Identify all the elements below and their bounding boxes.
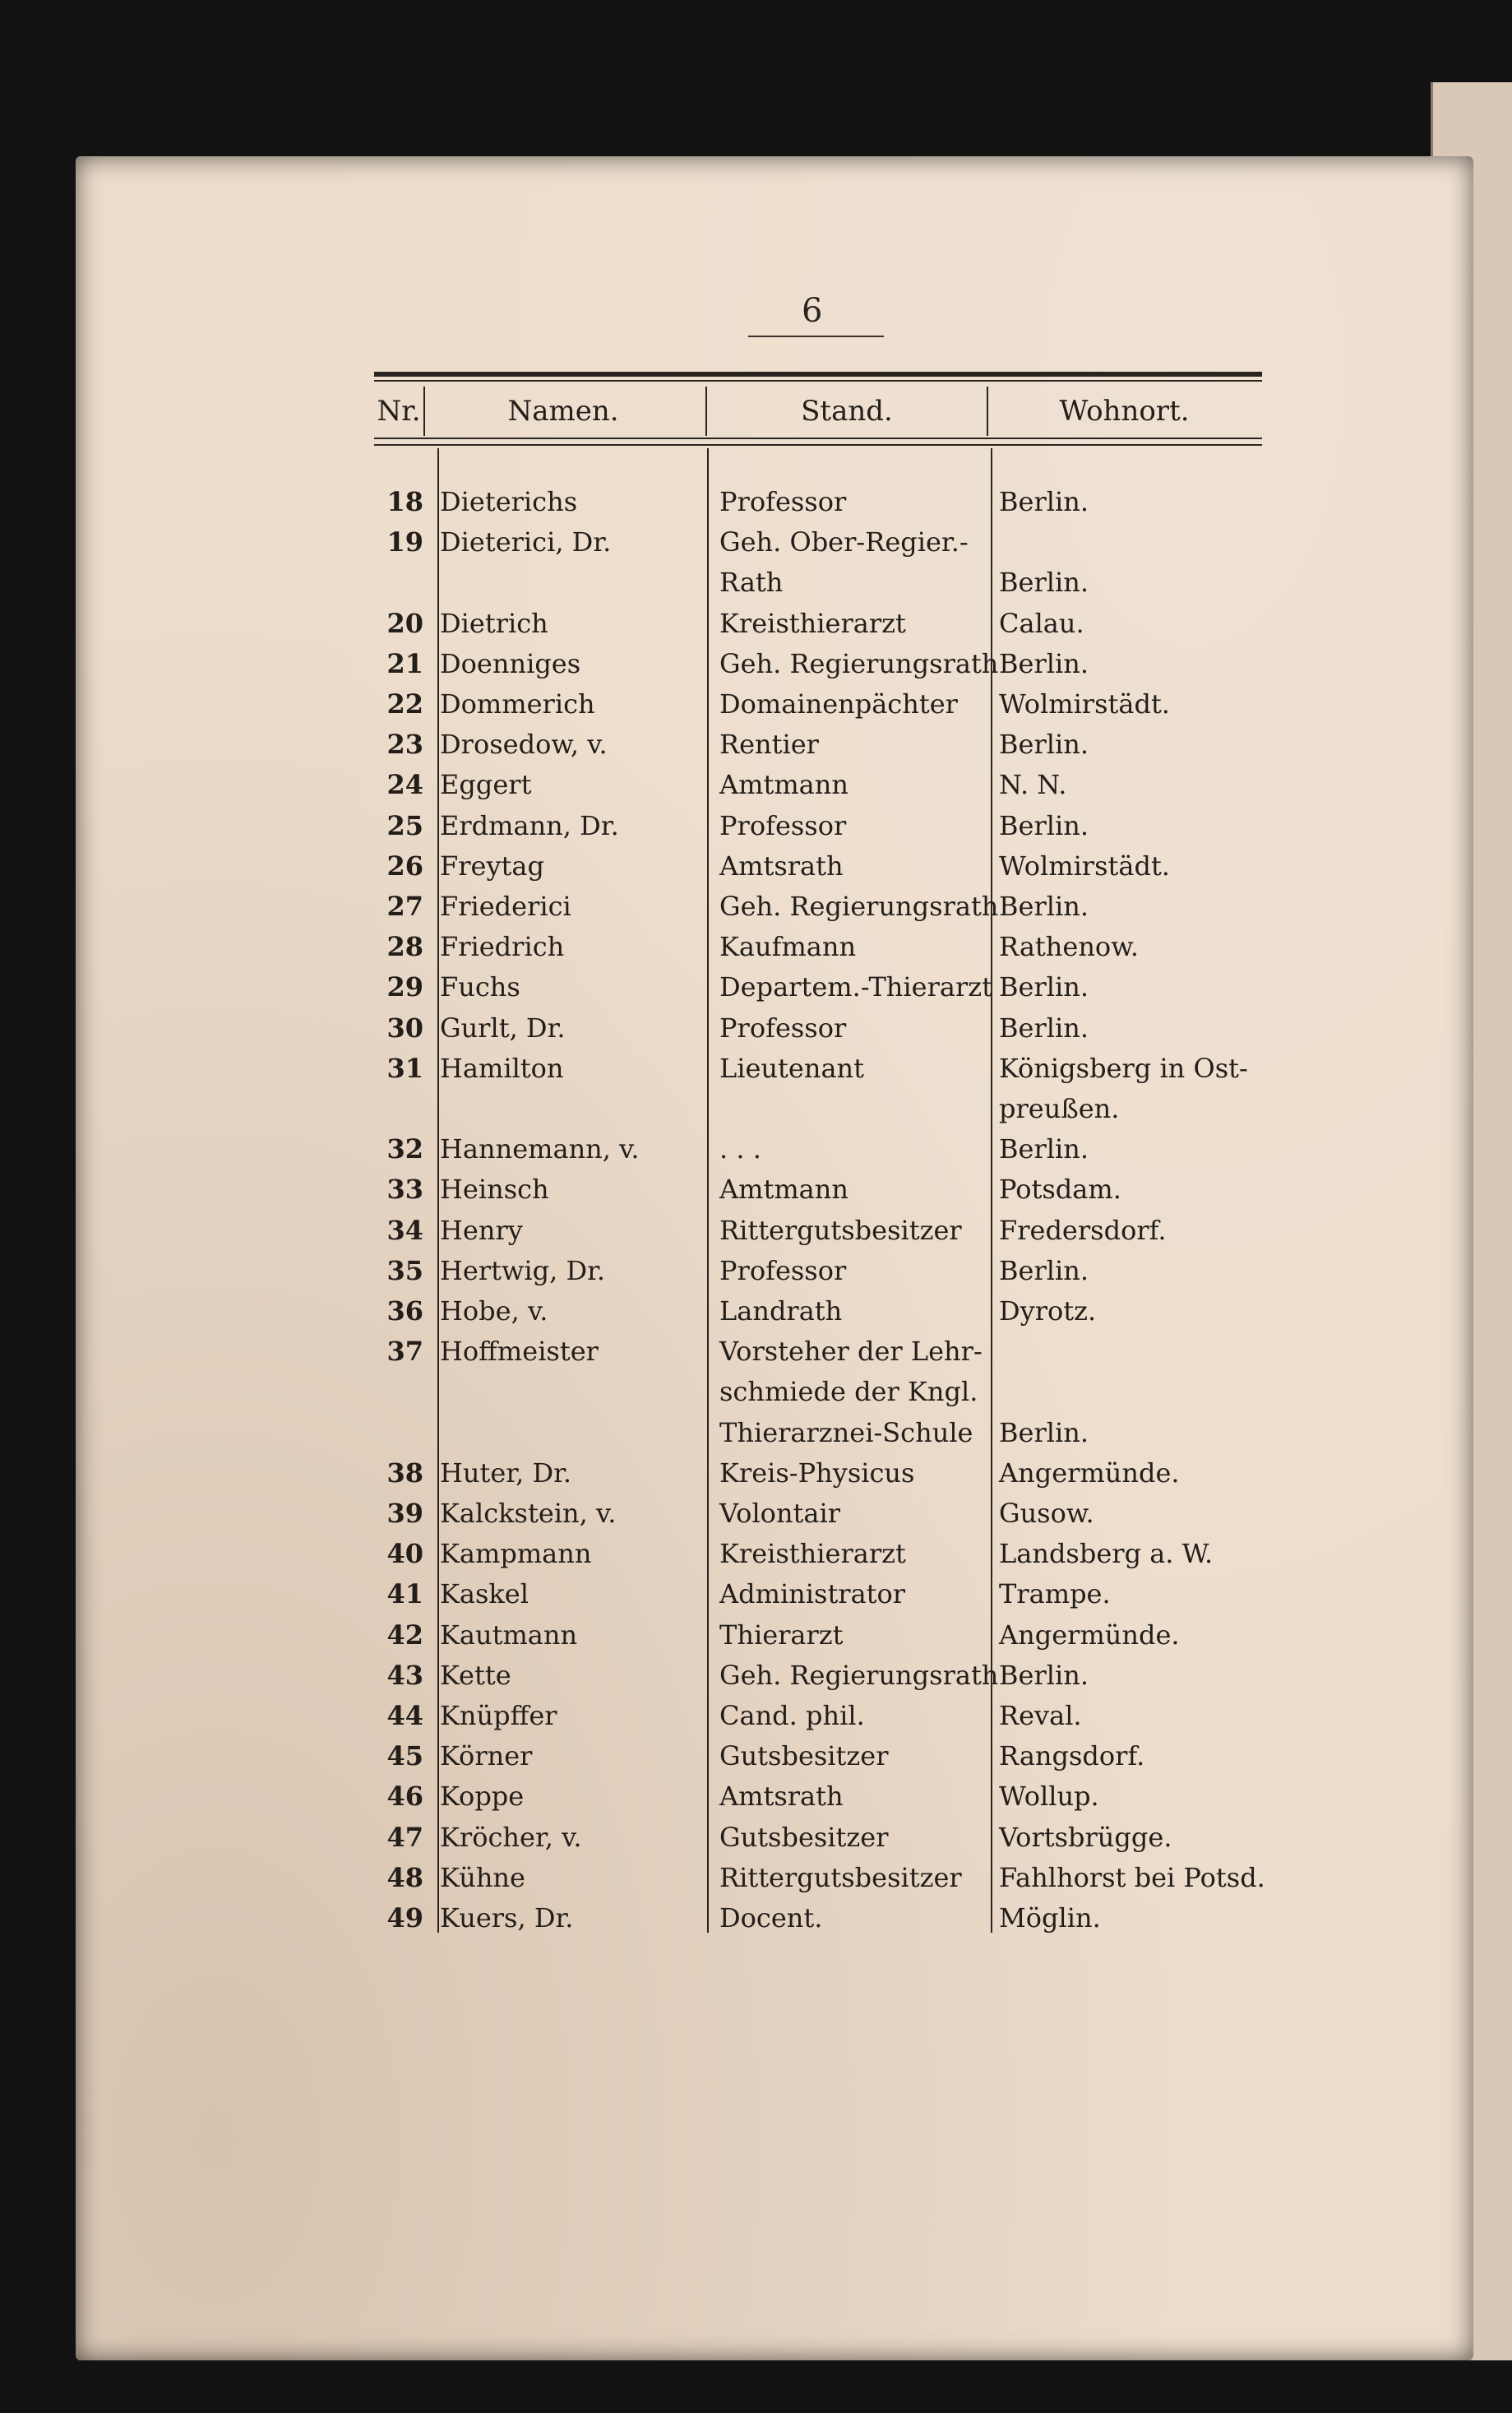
cell-wohnort: Reval. xyxy=(999,1700,1082,1731)
table-row xyxy=(374,1615,1262,1655)
cell-name: Dietrich xyxy=(440,607,548,639)
cell-stand: Geh. Regierungsrath xyxy=(719,1659,999,1691)
table-row xyxy=(374,1291,1262,1331)
cell-stand: Rentier xyxy=(719,729,819,761)
cell-nr: 38 xyxy=(386,1457,423,1489)
cell-stand: Geh. Regierungsrath xyxy=(719,891,999,922)
cell-wohnort: Möglin. xyxy=(999,1902,1101,1934)
cell-wohnort: Berlin. xyxy=(999,567,1089,599)
table-row xyxy=(374,644,1262,683)
cell-nr: 33 xyxy=(386,1174,423,1206)
cell-stand: Kreisthierarzt xyxy=(719,1538,906,1570)
cell-nr: 32 xyxy=(386,1133,423,1165)
cell-name: Heinsch xyxy=(440,1174,549,1206)
table-row xyxy=(374,1008,1262,1048)
cell-wohnort: Potsdam. xyxy=(999,1174,1121,1206)
cell-name: Dieterichs xyxy=(440,486,578,517)
cell-name: Kautmann xyxy=(440,1619,578,1651)
cell-nr: 24 xyxy=(386,769,423,801)
cell-nr: 20 xyxy=(386,607,423,639)
cell-wohnort: Calau. xyxy=(999,607,1084,639)
cell-stand: Gutsbesitzer xyxy=(719,1821,889,1853)
table-row xyxy=(374,1129,1262,1169)
cell-nr: 40 xyxy=(386,1538,423,1570)
cell-wohnort: N. N. xyxy=(999,769,1067,801)
cell-stand: schmiede der Kngl. xyxy=(719,1376,978,1408)
table-row xyxy=(374,1696,1262,1735)
header-sep-3 xyxy=(987,387,988,436)
cell-stand: Domainenpächter xyxy=(719,688,958,720)
cell-name: Körner xyxy=(440,1740,533,1772)
table-row xyxy=(374,1251,1262,1290)
cell-name: Kampmann xyxy=(440,1538,592,1570)
cell-stand: Gutsbesitzer xyxy=(719,1740,889,1772)
table-row xyxy=(374,604,1262,643)
cell-stand: Rath xyxy=(719,567,784,599)
table-top-rule xyxy=(374,372,1262,377)
table-row xyxy=(374,522,1262,562)
cell-name: Kühne xyxy=(440,1861,525,1893)
header-bottom-rule-2 xyxy=(374,444,1262,446)
cell-name: Kaskel xyxy=(440,1578,529,1610)
cell-wohnort: Rangsdorf. xyxy=(999,1740,1145,1772)
table-row xyxy=(374,1574,1262,1614)
cell-wohnort: Berlin. xyxy=(999,1416,1089,1448)
cell-name: Hobe, v. xyxy=(440,1295,548,1327)
cell-stand: Departem.-Thierarzt xyxy=(719,971,992,1003)
cell-stand: Administrator xyxy=(719,1578,906,1610)
cell-nr: 29 xyxy=(386,971,423,1003)
cell-name: Freytag xyxy=(440,850,544,882)
header-nr: Nr. xyxy=(377,395,421,428)
cell-wohnort: Dyrotz. xyxy=(999,1295,1097,1327)
table-row xyxy=(374,1656,1262,1695)
cell-name: Hertwig, Dr. xyxy=(440,1254,606,1286)
cell-name: Drosedow, v. xyxy=(440,729,608,761)
cell-nr: 48 xyxy=(386,1861,423,1893)
cell-stand: Amtmann xyxy=(719,1174,848,1206)
cell-nr: 19 xyxy=(386,526,423,558)
cell-stand: Rittergutsbesitzer xyxy=(719,1861,962,1893)
cell-nr: 26 xyxy=(386,850,423,882)
cell-name: Kette xyxy=(440,1659,511,1691)
cell-wohnort: Fahlhorst bei Potsd. xyxy=(999,1861,1265,1893)
cell-name: Koppe xyxy=(440,1781,525,1813)
table-row xyxy=(374,967,1262,1007)
table-row xyxy=(374,563,1262,602)
cell-name: Gurlt, Dr. xyxy=(440,1012,566,1044)
cell-wohnort: Wolmirstädt. xyxy=(999,850,1170,882)
page-number-rule xyxy=(748,336,884,337)
cell-stand: Kaufmann xyxy=(719,931,857,963)
table-row xyxy=(374,846,1262,886)
cell-name: Dommerich xyxy=(440,688,595,720)
table-row xyxy=(374,1494,1262,1533)
cell-nr: 28 xyxy=(386,931,423,963)
cell-wohnort: Berlin. xyxy=(999,1659,1089,1691)
cell-stand: Kreisthierarzt xyxy=(719,607,906,639)
cell-nr: 42 xyxy=(386,1619,423,1651)
table-row xyxy=(374,725,1262,764)
cell-wohnort: Wollup. xyxy=(999,1781,1099,1813)
cell-wohnort: Vortsbrügge. xyxy=(999,1821,1172,1853)
cell-wohnort: Rathenow. xyxy=(999,931,1139,963)
cell-stand: Rittergutsbesitzer xyxy=(719,1214,962,1246)
cell-name: Henry xyxy=(440,1214,523,1246)
cell-name: Friedrich xyxy=(440,931,565,963)
table-row xyxy=(374,1049,1262,1088)
table-row xyxy=(374,927,1262,966)
cell-stand: Professor xyxy=(719,1254,847,1286)
cell-nr: 44 xyxy=(386,1700,423,1731)
cell-stand: Geh. Ober-Regier.- xyxy=(719,526,969,558)
cell-name: Fuchs xyxy=(440,971,520,1003)
cell-stand: Amtsrath xyxy=(719,1781,844,1813)
cell-name: Eggert xyxy=(440,769,532,801)
header-bottom-rule xyxy=(374,438,1262,439)
cell-nr: 25 xyxy=(386,809,423,841)
cell-wohnort: Wolmirstädt. xyxy=(999,688,1170,720)
cell-name: Knüpffer xyxy=(440,1700,557,1731)
cell-stand: Professor xyxy=(719,486,847,517)
table-row xyxy=(374,765,1262,804)
cell-nr: 39 xyxy=(386,1498,423,1529)
cell-nr: 37 xyxy=(386,1336,423,1368)
cell-stand: Cand. phil. xyxy=(719,1700,865,1731)
cell-wohnort: Berlin. xyxy=(999,729,1089,761)
cell-stand: Amtsrath xyxy=(719,850,844,882)
cell-name: Kröcher, v. xyxy=(440,1821,582,1853)
cell-name: Friederici xyxy=(440,891,571,922)
table-row xyxy=(374,1534,1262,1573)
cell-stand: Kreis-Physicus xyxy=(719,1457,915,1489)
cell-stand: Landrath xyxy=(719,1295,843,1327)
table-row xyxy=(374,1818,1262,1857)
header-stand: Stand. xyxy=(801,395,893,428)
cell-name: Dieterici, Dr. xyxy=(440,526,612,558)
cell-wohnort: Trampe. xyxy=(999,1578,1111,1610)
cell-wohnort: Königsberg in Ost- xyxy=(999,1052,1248,1084)
table-row xyxy=(374,806,1262,845)
table-row xyxy=(374,1453,1262,1493)
header-name: Namen. xyxy=(507,395,619,428)
table-row xyxy=(374,1413,1262,1452)
cell-stand: Professor xyxy=(719,1012,847,1044)
cell-nr: 21 xyxy=(386,647,423,679)
table-row xyxy=(374,1169,1262,1209)
cell-nr: 36 xyxy=(386,1295,423,1327)
cell-name: Hamilton xyxy=(440,1052,564,1084)
cell-stand: Volontair xyxy=(719,1498,841,1529)
cell-nr: 46 xyxy=(386,1781,423,1813)
cell-stand: Professor xyxy=(719,809,847,841)
table-top-thin-rule xyxy=(374,380,1262,382)
cell-wohnort: Berlin. xyxy=(999,1012,1089,1044)
cell-name: Huter, Dr. xyxy=(440,1457,572,1489)
cell-nr: 41 xyxy=(386,1578,423,1610)
cell-stand: Vorsteher der Lehr- xyxy=(719,1336,983,1368)
cell-nr: 22 xyxy=(386,688,423,720)
table-row xyxy=(374,482,1262,521)
cell-nr: 47 xyxy=(386,1821,423,1853)
cell-stand: Thierarzt xyxy=(719,1619,844,1651)
table-row xyxy=(374,887,1262,926)
table-row xyxy=(374,1858,1265,1897)
cell-name: Erdmann, Dr. xyxy=(440,809,619,841)
cell-wohnort: preußen. xyxy=(999,1093,1120,1124)
cell-nr: 18 xyxy=(386,486,423,517)
table-row xyxy=(374,1736,1262,1776)
cell-wohnort: Berlin. xyxy=(999,647,1089,679)
cell-stand: Thierarznei-Schule xyxy=(719,1416,973,1448)
header-sep-1 xyxy=(423,387,425,436)
cell-nr: 23 xyxy=(386,729,423,761)
cell-stand: Docent. xyxy=(719,1902,823,1934)
cell-wohnort: Angermünde. xyxy=(999,1457,1180,1489)
cell-wohnort: Berlin. xyxy=(999,971,1089,1003)
cell-nr: 49 xyxy=(386,1902,423,1934)
cell-nr: 31 xyxy=(386,1052,423,1084)
header-wohnort: Wohnort. xyxy=(1059,395,1190,428)
cell-wohnort: Berlin. xyxy=(999,1133,1089,1165)
cell-nr: 45 xyxy=(386,1740,423,1772)
page-number: 6 xyxy=(802,292,823,330)
cell-name: Hoffmeister xyxy=(440,1336,599,1368)
cell-name: Kalckstein, v. xyxy=(440,1498,617,1529)
cell-nr: 34 xyxy=(386,1214,423,1246)
cell-stand: Geh. Regierungsrath xyxy=(719,647,999,679)
cell-stand: Amtmann xyxy=(719,769,848,801)
table-row xyxy=(374,1089,1262,1128)
cell-stand: Lieutenant xyxy=(719,1052,864,1084)
cell-wohnort: Gusow. xyxy=(999,1498,1094,1529)
cell-name: Hannemann, v. xyxy=(440,1133,640,1165)
cell-wohnort: Berlin. xyxy=(999,891,1089,922)
table-row xyxy=(374,1372,1262,1411)
cell-nr: 27 xyxy=(386,891,423,922)
table-row xyxy=(374,1898,1262,1938)
cell-wohnort: Berlin. xyxy=(999,809,1089,841)
table-row xyxy=(374,684,1262,724)
cell-nr: 30 xyxy=(386,1012,423,1044)
cell-stand: . . . xyxy=(719,1133,761,1165)
cell-name: Kuers, Dr. xyxy=(440,1902,574,1934)
cell-wohnort: Angermünde. xyxy=(999,1619,1180,1651)
table-row xyxy=(374,1776,1262,1816)
cell-wohnort: Berlin. xyxy=(999,1254,1089,1286)
table-row xyxy=(374,1211,1262,1250)
cell-name: Doenniges xyxy=(440,647,581,679)
cell-nr: 43 xyxy=(386,1659,423,1691)
cell-wohnort: Berlin. xyxy=(999,486,1089,517)
cell-wohnort: Fredersdorf. xyxy=(999,1214,1167,1246)
header-sep-2 xyxy=(705,387,707,436)
cell-nr: 35 xyxy=(386,1254,423,1286)
table-row xyxy=(374,1332,1262,1371)
cell-wohnort: Landsberg a. W. xyxy=(999,1538,1214,1570)
